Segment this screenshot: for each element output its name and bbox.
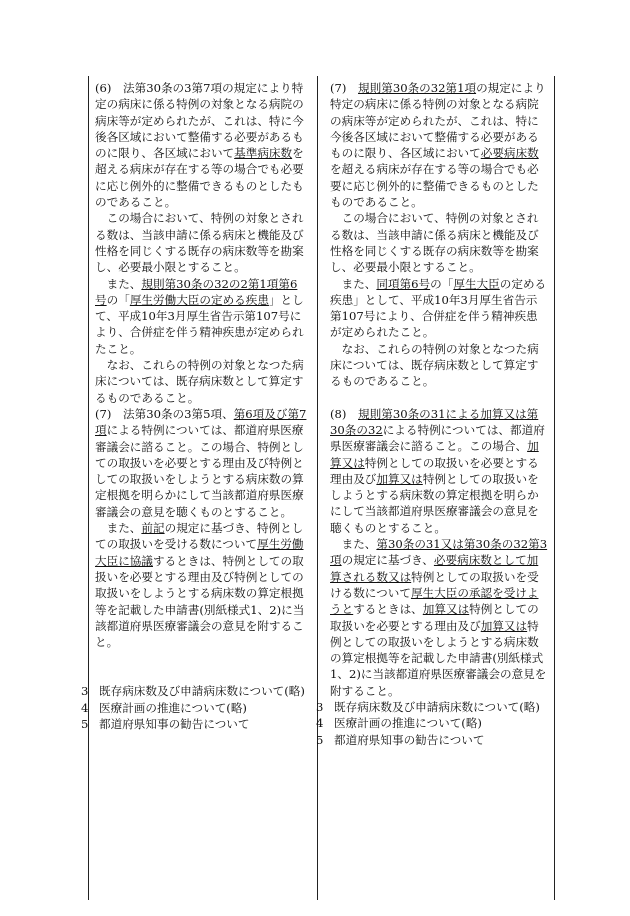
left-column bbox=[81, 80, 307, 732]
table-right-border bbox=[554, 76, 555, 900]
right-item-7 bbox=[330, 80, 548, 390]
left-item6-p2: この場合において、特例の対象とされる数は、当該申請に係る病床と機能及び性格を同じくする既存の病床数等を勘案し、必要最小限とすること。 bbox=[95, 211, 304, 275]
right-section-5: 5 都道府県知事の勧告について bbox=[316, 732, 485, 747]
left-item6-p4: なお、これらの特例の対象となつた病床については、既存病床数として算定するものであること。 bbox=[95, 358, 304, 405]
right-section-4: 4 医療計画の推進について(略) bbox=[316, 716, 482, 731]
left-item6-p1: (6) 法第30条の3第7項の規定により特定の病床に係る特例の対象となる病院の病床等が定められたが、これは、特に今後各区域において整備する必要があるものに限り、各区域において基準病床数を超える病床が存在する等の場合でも必要に応じ例外的に整備できるものとしたものであること。 bbox=[95, 81, 304, 210]
table-center-border bbox=[317, 76, 318, 900]
left-item-6 bbox=[95, 80, 307, 406]
right-item7-p2: この場合において、特例の対象とされる数は、当該申請に係る病床と機能及び性格を同じくする既存の病床数等を勘案し、必要最小限とすること。 bbox=[330, 211, 539, 275]
right-item7-p3: また、同項第6号の「厚生大臣の定める疾患」として、平成10年3月厚生省告示第107号により、合併症を伴う精神疾患が定められたこと。 bbox=[330, 276, 547, 340]
right-item7-p1: (7) 規則第30条の32第1項の規定により特定の病床に係る特例の対象となる病院の病床等が定められたが、これは、特に今後各区域において整備する必要があるものに限り、各区域において必要病床数を超える病床が存在する等の場合でも必要に応じ例外的に整備できるものとしたものであること。 bbox=[330, 81, 546, 210]
left-item7-p1: (7) 法第30条の3第5項、第6項及び第7項による特例については、都道府県医療審議会に諮ること。この場合、特例としての取扱いを必要とする理由及び特例としての取扱いをしようとする病床数の算定根拠を明らかにして当該都道府県医療審議会の意見を聴くものとすること。 bbox=[95, 406, 307, 519]
table-left-border bbox=[88, 76, 89, 900]
left-section-5: 5 都道府県知事の勧告について bbox=[81, 716, 250, 731]
left-item-7 bbox=[95, 406, 307, 650]
right-item-8 bbox=[330, 406, 548, 699]
right-item7-p4: なお、これらの特例の対象となつた病床については、既存病床数として算定するものであること。 bbox=[330, 341, 539, 389]
left-item6-p3: また、規則第30条の32の2第1項第6号の「厚生労働大臣の定める疾患」として、平成10年3月厚生省告示第107号により、合併症を伴う精神疾患が定められたこと。 bbox=[95, 276, 304, 356]
right-column bbox=[316, 80, 548, 748]
right-item8-p2: また、第30条の31又は第30条の32第3項の規定に基づき、必要病床数として加算される数又は特例としての取扱いを受ける数について厚生大臣の承認を受けようとするときは、加算又は特例としての取扱いを必要とする理由及び加算又は特例としての取扱いをしようとする病床数の算定根拠等を記載した申請書(別紙様式1、2)に当該都道府県医療審議会の意見を附すること。 bbox=[330, 537, 548, 698]
left-section-3: 3 既存病床数及び申請病床数について(略) bbox=[81, 684, 305, 699]
right-section-3: 3 既存病床数及び申請病床数について(略) bbox=[316, 699, 540, 714]
left-section-4: 4 医療計画の推進について(略) bbox=[81, 700, 247, 715]
right-item8-p1: (8) 規則第30条の31による加算又は第30条の32による特例については、都道府県医療審議会に諮ること。この場合、加算又は特例としての取扱いを必要とする理由及び加算又は特例としての取扱いをしようとする病床数の算定根拠を明らかにして当該都道府県医療審議会の意見を聴くものとすること。 bbox=[330, 406, 545, 535]
left-item7-p2: また、前記の規定に基づき、特例としての取扱いを受ける数について厚生労働大臣に協議するときは、特例としての取扱いを必要とする理由及び特例としての取扱いをしようとする病床数の算定根拠等を記載した申請書(別紙様式1、2)に当該都道府県医療審議会の意見を附すること。 bbox=[95, 521, 305, 650]
